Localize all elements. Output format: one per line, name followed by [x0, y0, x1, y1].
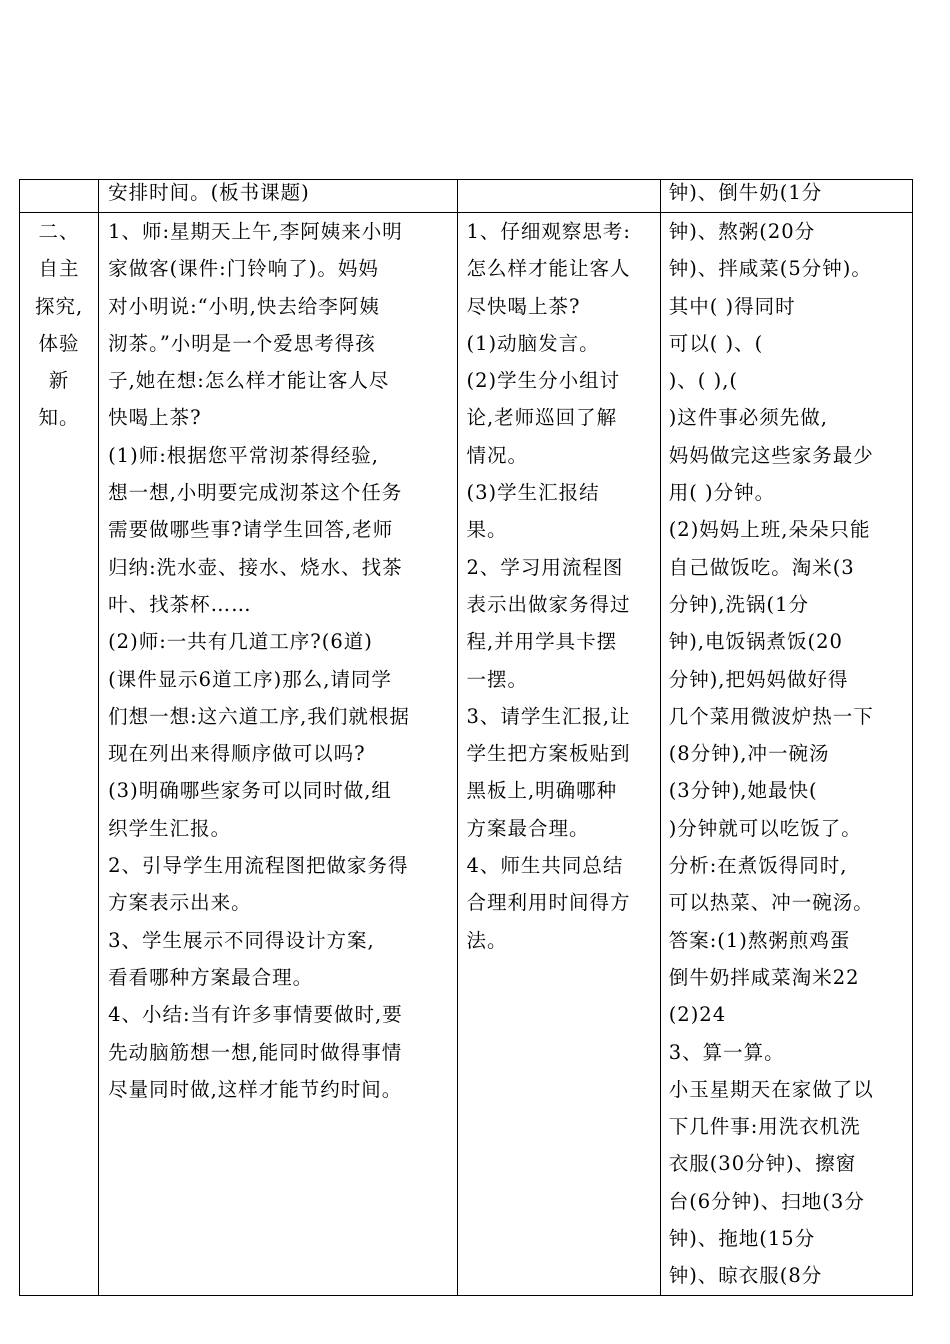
text-line: 其中( )得同时 — [668, 294, 796, 318]
exercise-text — [661, 213, 912, 1295]
text-line: 1、师:星期天上午,李阿姨来小明 — [108, 220, 403, 243]
text-line: 家做客(课件:门铃响了)。妈妈 — [108, 257, 379, 281]
student-activity-cell — [458, 213, 660, 1296]
text-line: 现在列出来得顺序做可以吗? — [108, 742, 366, 766]
text-line: 黑板上,明确哪种 — [466, 779, 618, 803]
top-cell-exercise — [660, 180, 912, 213]
text-line: 沏茶。”小明是一个爱思考得孩 — [108, 331, 376, 355]
text-line: (2)学生分小组讨 — [466, 369, 621, 393]
table-row-top — [20, 180, 913, 213]
topic-summary-text: 安排时间。(板书课题) — [108, 181, 310, 204]
text-line: 答案:(1)熬粥煎鸡蛋 — [668, 928, 851, 952]
text-line: 分析:在煮饭得同时, — [668, 854, 848, 878]
top-cell-section — [20, 180, 99, 213]
text-line: (2)妈妈上班,朵朵只能 — [668, 518, 871, 542]
exercise-cell — [660, 213, 912, 1296]
text-line: )、( ),( — [668, 369, 739, 393]
student-activity-text — [458, 213, 659, 959]
text-line: 方案表示出来。 — [108, 891, 252, 915]
text-line: 知。 — [38, 406, 80, 430]
text-line: (1)动脑发言。 — [466, 331, 600, 355]
table-row-section-2 — [20, 213, 913, 1296]
text-line: 表示出做家务得过 — [466, 592, 631, 616]
text-line: 3、请学生汇报,让 — [466, 704, 631, 728]
text-line: (2)师:一共有几道工序?(6道) — [108, 630, 373, 654]
text-line: 钟)、拖地(15分 — [668, 1227, 816, 1251]
text-line: 快喝上茶? — [108, 406, 202, 430]
text-line: 3、算一算。 — [668, 1040, 785, 1064]
text-line: 法。 — [466, 928, 508, 952]
text-line: 钟),电饭锅煮饭(20 — [668, 630, 843, 654]
text-line: 织学生汇报。 — [108, 816, 232, 840]
teacher-activity-text — [99, 213, 457, 1108]
text-line: 自主 — [38, 257, 80, 281]
text-line: 怎么样才能让客人 — [466, 257, 631, 281]
text-line: 用( )分钟。 — [668, 481, 776, 505]
text-line: 子,她在想:怎么样才能让客人尽 — [108, 369, 390, 393]
text-line: 2、引导学生用流程图把做家务得 — [108, 854, 409, 878]
text-line: (8分钟),冲一碗汤 — [668, 742, 830, 766]
text-line: (2)24 — [668, 1003, 727, 1027]
text-line: 一摆。 — [466, 667, 528, 691]
lesson-plan-table — [19, 179, 913, 1296]
text-line: 果。 — [466, 518, 508, 542]
text-line: 尽量同时做,这样才能节约时间。 — [108, 1077, 403, 1101]
text-line: 尽快喝上茶? — [466, 294, 581, 318]
text-line: 体验 — [38, 331, 80, 355]
text-line: 可以( )、( — [668, 331, 764, 355]
text-line: 分钟),把妈妈做好得 — [668, 667, 849, 691]
text-line: 二、 — [38, 220, 80, 243]
text-line: (课件显示6道工序)那么,请同学 — [108, 667, 392, 691]
text-line: 3、学生展示不同得设计方案, — [108, 928, 375, 952]
text-line: 情况。 — [466, 443, 528, 467]
text-line: 衣服(30分钟)、擦窗 — [668, 1152, 857, 1176]
text-line: 小玉星期天在家做了以 — [668, 1077, 874, 1101]
text-line: 想一想,小明要完成沏茶这个任务 — [108, 481, 403, 505]
text-line: 需要做哪些事?请学生回答,老师 — [108, 518, 394, 542]
text-line: 钟)、拌咸菜(5分钟)。 — [668, 257, 872, 281]
text-line: 钟)、晾衣服(8分 — [668, 1264, 823, 1288]
text-line: 台(6分钟)、扫地(3分 — [668, 1189, 865, 1213]
text-line: 妈妈做完这些家务最少 — [668, 443, 874, 467]
text-line: 可以热菜、冲一碗汤。 — [668, 891, 874, 915]
text-line: (3)明确哪些家务可以同时做,组 — [108, 779, 392, 803]
section-heading-cell — [20, 213, 99, 1296]
text-line: 学生把方案板贴到 — [466, 742, 631, 766]
section-heading — [20, 213, 98, 437]
text-line: 4、师生共同总结 — [466, 854, 624, 878]
text-line: 方案最合理。 — [466, 816, 590, 840]
text-line: 分钟),洗锅(1分 — [668, 592, 810, 616]
text-line: )分钟就可以吃饭了。 — [668, 816, 862, 840]
text-line: 倒牛奶拌咸菜淘米22 — [668, 965, 860, 989]
text-line: 4、小结:当有许多事情要做时,要 — [108, 1003, 403, 1027]
text-line: 看看哪种方案最合理。 — [108, 965, 314, 989]
text-line: 先动脑筋想一想,能同时做得事情 — [108, 1040, 403, 1064]
exercise-continued-text: 钟)、倒牛奶(1分 — [668, 181, 823, 204]
teacher-activity-cell — [99, 213, 458, 1296]
top-cell-student — [458, 180, 660, 213]
text-line: 叶、找茶杯…… — [108, 592, 252, 616]
text-line: 们想一想:这六道工序,我们就根据 — [108, 704, 410, 728]
top-cell-teacher — [99, 180, 458, 213]
text-line: 2、学习用流程图 — [466, 555, 624, 579]
text-line: (3分钟),她最快( — [668, 779, 818, 803]
text-line: 探究, — [34, 294, 84, 318]
text-line: 归纳:洗水壶、接水、烧水、找茶 — [108, 555, 403, 579]
text-line: (1)师:根据您平常沏茶得经验, — [108, 443, 379, 467]
text-line: 程,并用学具卡摆 — [466, 630, 618, 654]
text-line: (3)学生汇报结 — [466, 481, 600, 505]
text-line: 新 — [48, 369, 70, 393]
text-line: 1、仔细观察思考: — [466, 220, 631, 243]
text-line: )这件事必须先做, — [668, 406, 828, 430]
text-line: 几个菜用微波炉热一下 — [668, 704, 874, 728]
text-line: 钟)、熬粥(20分 — [668, 220, 816, 243]
text-line: 下几件事:用洗衣机洗 — [668, 1115, 861, 1139]
text-line: 自己做饭吃。淘米(3 — [668, 555, 855, 579]
text-line: 合理利用时间得方 — [466, 891, 631, 915]
text-line: 论,老师巡回了解 — [466, 406, 618, 430]
text-line: 对小明说:“小明,快去给李阿姨 — [108, 294, 380, 318]
